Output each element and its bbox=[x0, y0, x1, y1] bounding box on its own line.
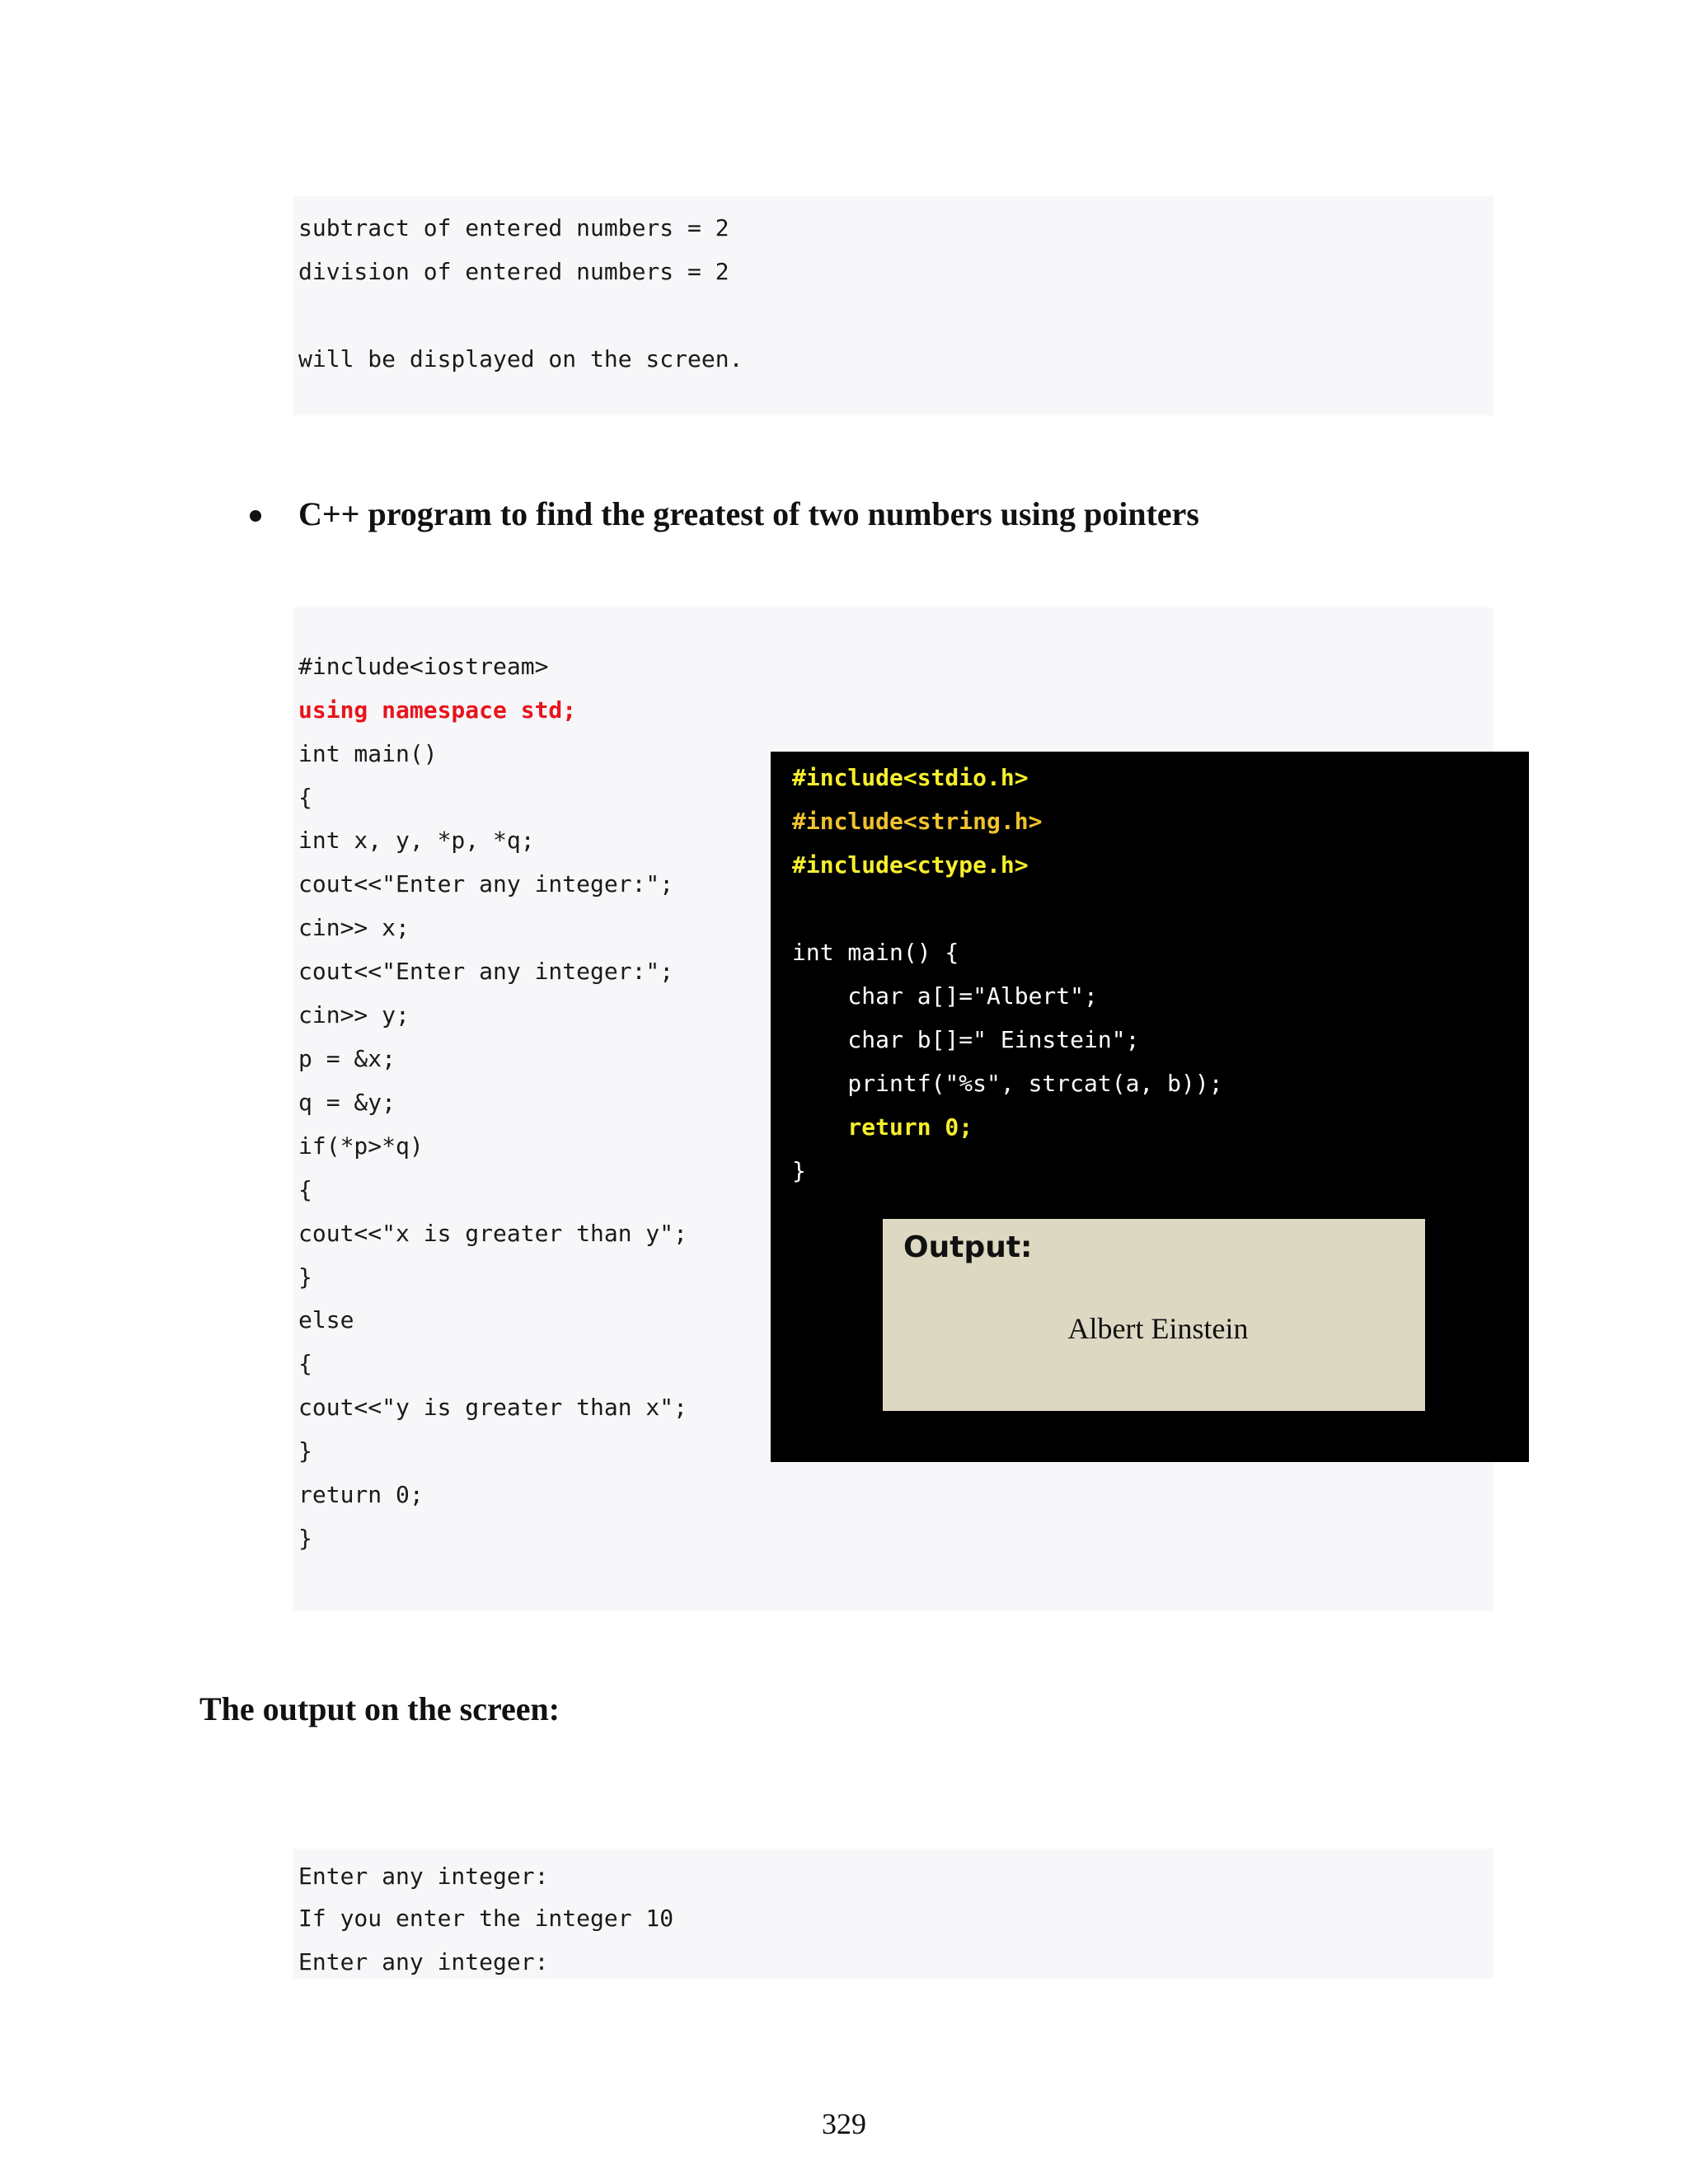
code-line: subtract of entered numbers = 2 bbox=[298, 214, 729, 241]
code-line: else bbox=[298, 1306, 354, 1333]
output-label: Output: bbox=[903, 1230, 1033, 1264]
page-number: 329 bbox=[822, 2107, 866, 2140]
top-output-block bbox=[293, 196, 1493, 415]
code-line: q = &y; bbox=[298, 1089, 396, 1116]
code-line: using namespace std; bbox=[298, 696, 577, 724]
code-line: int main() bbox=[298, 740, 438, 767]
output-panel bbox=[883, 1219, 1425, 1411]
code-line: { bbox=[298, 1176, 312, 1203]
code-line: #include<string.h> bbox=[792, 808, 1043, 835]
code-line: Enter any integer: bbox=[298, 1948, 549, 1975]
code-line: return 0; bbox=[298, 1481, 424, 1508]
code-line: #include<stdio.h> bbox=[792, 764, 1029, 791]
code-line: } bbox=[298, 1263, 312, 1291]
code-line: If you enter the integer 10 bbox=[298, 1905, 674, 1932]
code-line: p = &x; bbox=[298, 1045, 396, 1072]
code-line: cin>> y; bbox=[298, 1001, 410, 1029]
section-heading: C++ program to find the greatest of two numbers using pointers bbox=[298, 495, 1199, 532]
code-line: char a[]="Albert"; bbox=[792, 982, 1098, 1010]
overlay-code-image bbox=[771, 752, 1529, 1462]
code-line: cout<<"Enter any integer:"; bbox=[298, 870, 674, 898]
bullet-point bbox=[250, 510, 261, 522]
code-line: { bbox=[298, 784, 312, 811]
code-line: cin>> x; bbox=[298, 914, 410, 941]
code-line: char b[]=" Einstein"; bbox=[792, 1026, 1140, 1053]
code-line: cout<<"y is greater than x"; bbox=[298, 1394, 688, 1421]
code-line: printf("%s", strcat(a, b)); bbox=[792, 1070, 1223, 1097]
code-line: int main() { bbox=[792, 939, 959, 966]
output-heading: The output on the screen: bbox=[199, 1690, 560, 1727]
code-line: } bbox=[298, 1437, 312, 1465]
code-line: Enter any integer: bbox=[298, 1863, 549, 1890]
output-value: Albert Einstein bbox=[1067, 1312, 1249, 1345]
code-line: int x, y, *p, *q; bbox=[298, 827, 535, 854]
code-line: return 0; bbox=[792, 1113, 973, 1141]
code-line: cout<<"Enter any integer:"; bbox=[298, 958, 674, 985]
code-line: } bbox=[298, 1525, 312, 1552]
code-line: cout<<"x is greater than y"; bbox=[298, 1220, 688, 1247]
code-line: will be displayed on the screen. bbox=[298, 345, 743, 373]
code-line: if(*p>*q) bbox=[298, 1132, 424, 1160]
code-line: division of entered numbers = 2 bbox=[298, 258, 729, 285]
code-line: #include<ctype.h> bbox=[792, 851, 1029, 879]
code-line: } bbox=[792, 1157, 806, 1184]
code-line: #include<iostream> bbox=[298, 653, 549, 680]
code-line: { bbox=[298, 1350, 312, 1377]
bottom-output-block bbox=[293, 1849, 1493, 1979]
